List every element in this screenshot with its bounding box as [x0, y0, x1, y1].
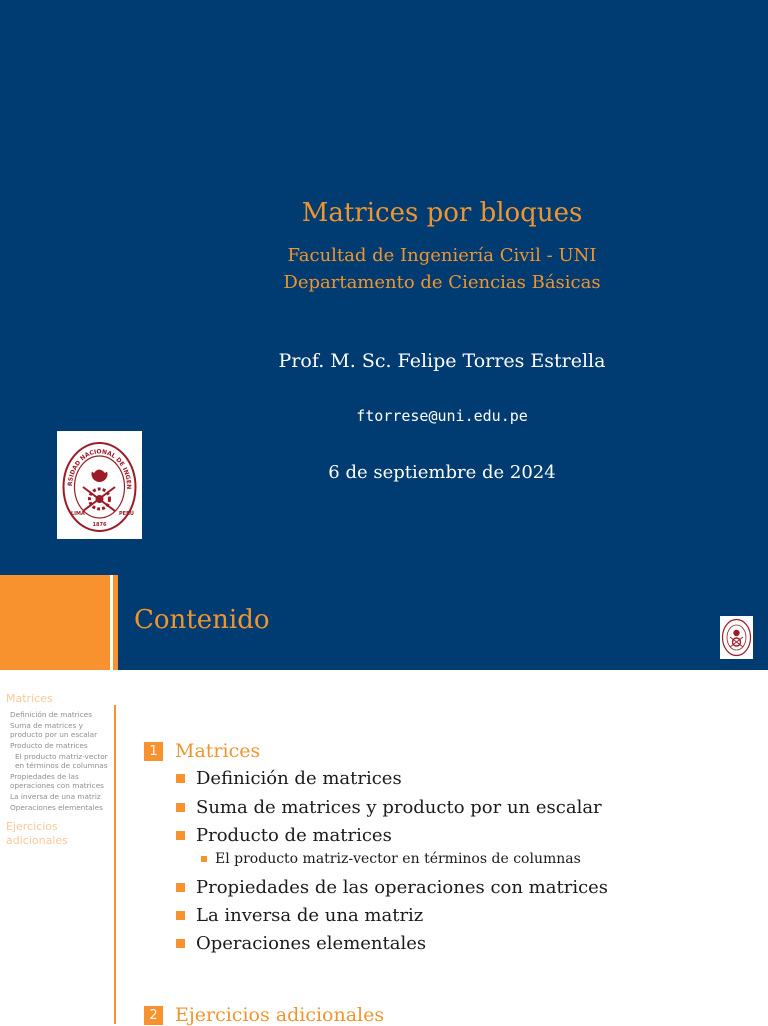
square-bullet-icon: [176, 883, 185, 892]
section-label: Ejercicios adicionales: [175, 1004, 385, 1026]
sidebar-header-block: [0, 575, 110, 670]
sidebar-item-producto[interactable]: Producto de matrices: [10, 741, 88, 750]
toc-section-2[interactable]: [144, 1004, 384, 1026]
toc-item-label: Producto de matrices: [196, 825, 392, 846]
toc-subitem[interactable]: [201, 851, 581, 867]
toc-item[interactable]: [176, 825, 392, 846]
sidebar-divider: [114, 705, 116, 1024]
university-seal-logo: [57, 431, 142, 539]
presentation-title: Matrices por bloques: [301, 198, 583, 228]
sidebar-item-operaciones[interactable]: Operaciones elementales: [10, 803, 103, 812]
toc-section-1[interactable]: [144, 740, 260, 762]
toc-item[interactable]: [176, 933, 426, 954]
square-bullet-icon: [201, 856, 207, 862]
toc-item-label: Propiedades de las operaciones con matrices: [196, 877, 609, 898]
toc-item[interactable]: [176, 768, 402, 789]
sidebar-section-matrices[interactable]: Matrices: [6, 692, 53, 705]
sidebar-item-definicion[interactable]: Definición de matrices: [10, 710, 93, 719]
seal-ring-text: RSIDAD NACIONAL DE INGEN: [66, 448, 133, 490]
toc-item-label: La inversa de una matriz: [196, 905, 424, 926]
toc-item-label: Definición de matrices: [196, 768, 402, 789]
frame-title: Contenido: [134, 605, 270, 635]
author-email: ftorrese@uni.edu.pe: [356, 407, 528, 425]
svg-text:UNIVERSIDAD NACIONAL DE INGENI: [57, 431, 132, 489]
university-seal-logo-small: [720, 616, 753, 659]
toc-item-label: Operaciones elementales: [196, 933, 427, 954]
sidebar-item-suma[interactable]: Suma de matrices y producto por un escalar: [10, 721, 98, 739]
square-bullet-icon: [176, 831, 185, 840]
seal-right-text: PERÚ: [119, 511, 134, 517]
toc-subitem-label: El producto matriz-vector en términos de columnas: [215, 851, 581, 867]
section-number-badge: 1: [144, 742, 163, 761]
seal-year: 1876: [92, 522, 107, 528]
section-label: Matrices: [175, 740, 261, 762]
sidebar-section-ejercicios[interactable]: Ejercicios adicionales: [6, 820, 68, 847]
sidebar-item-inversa[interactable]: La inversa de una matriz: [10, 792, 101, 801]
contents-slide: [0, 575, 768, 1024]
sidebar-item-producto-matriz-vector[interactable]: El producto matriz-vector en términos de columnas: [15, 752, 108, 770]
square-bullet-icon: [176, 803, 185, 812]
institute-line-2: Departamento de Ciencias Básicas: [283, 272, 601, 293]
toc-item[interactable]: [176, 797, 602, 818]
square-bullet-icon: [176, 774, 185, 783]
author-name: Prof. M. Sc. Felipe Torres Estrella: [278, 350, 606, 372]
square-bullet-icon: [176, 939, 185, 948]
toc-item[interactable]: [176, 905, 423, 926]
toc-item-label: Suma de matrices y producto por un escalar: [196, 797, 602, 818]
toc-item[interactable]: [176, 877, 608, 898]
sidebar-navigation: [6, 692, 110, 848]
presentation-date: 6 de septiembre de 2024: [328, 462, 556, 483]
seal-left-text: LIMA: [71, 511, 85, 517]
square-bullet-icon: [176, 911, 185, 920]
institute-line-1: Facultad de Ingeniería Civil - UNI: [287, 245, 597, 266]
section-number-badge: 2: [144, 1006, 163, 1025]
sidebar-item-propiedades[interactable]: Propiedades de las operaciones con matrices: [10, 772, 104, 790]
